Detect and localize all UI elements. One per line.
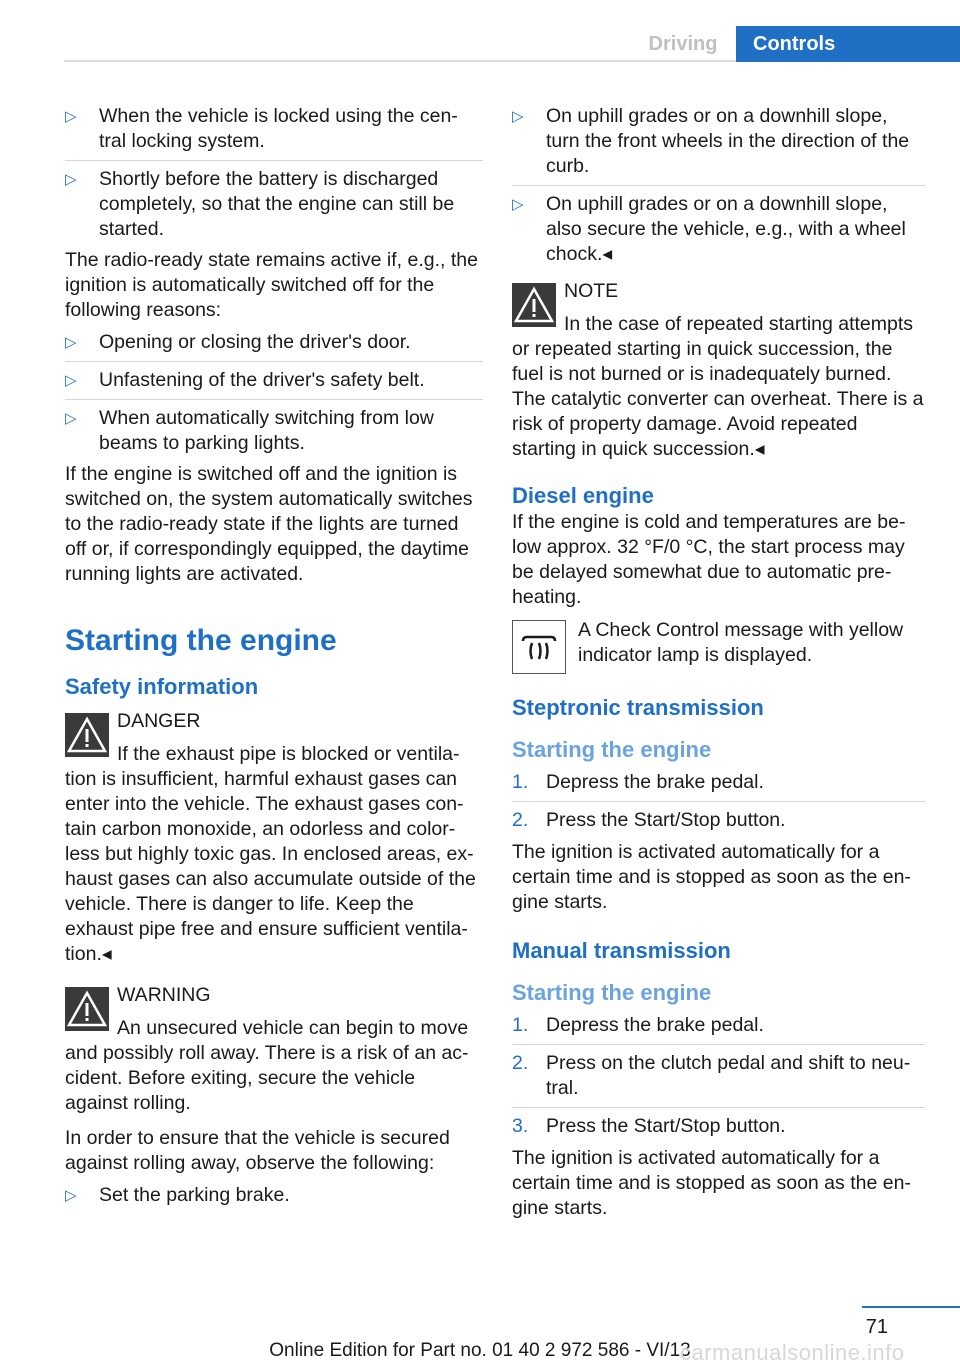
section-title: Starting the engine <box>65 624 337 657</box>
footer-rule <box>862 1306 960 1308</box>
danger-notice <box>65 709 483 967</box>
subsubsection-title: Starting the engine <box>512 737 712 762</box>
paragraph: If the engine is switched off and the ignition is switched on, the system automatically switches to the radio-ready state if the lights are turned off or, if correspondingly equipped, the daytime running lights are activated. <box>65 463 473 585</box>
list-item: ▷ Opening or closing the driver's door. <box>65 330 483 362</box>
triangle-bullet-icon: ▷ <box>65 410 77 427</box>
paragraph: If the engine is cold and temperatures are be-low approx. 32 °F/0 °C, the start process may be delayed somewhat due to automatic pre-heating. <box>512 511 906 608</box>
warning-triangle-icon <box>65 713 109 757</box>
header-tab-controls[interactable]: Controls <box>736 26 960 62</box>
numbered-step: 2. Press on the clutch pedal and shift to neu-tral. <box>512 1051 925 1108</box>
warning-triangle-icon <box>65 987 109 1031</box>
danger-heading: DANGER <box>117 710 201 732</box>
warning-notice <box>65 983 483 1116</box>
preheat-lamp-icon <box>512 620 566 674</box>
header-tab-driving[interactable]: Driving <box>648 33 718 55</box>
list-item: ▷ On uphill grades or on a downhill slope, turn the front wheels in the direction of the curb. <box>512 104 925 186</box>
danger-text: If the exhaust pipe is blocked or ventila-tion is insufficient, harmful exhaust gases can enter into the vehicle. The exhaust gases con-tain carbon monoxide, an odorless and color-less but highly toxic gas. In enclosed areas, ex-haust gases can also accumulate outside of the vehicle. There is danger to life. Keep the exhaust pipe free and ensure sufficient ventila-tion.◂ <box>65 743 476 965</box>
triangle-bullet-icon: ▷ <box>65 108 77 125</box>
page-number: 71 <box>865 1316 888 1338</box>
numbered-step: 3. Press the Start/Stop button. <box>512 1115 786 1137</box>
list-item: ▷ Set the parking brake. <box>65 1184 290 1206</box>
paragraph: In order to ensure that the vehicle is secured against rolling away, observe the following: <box>65 1127 450 1174</box>
numbered-step: 1. Depress the brake pedal. <box>512 770 925 802</box>
paragraph: The radio-ready state remains active if, e.g., the ignition is automatically switched off for the following reasons: <box>65 249 478 321</box>
right-column <box>512 104 925 1228</box>
triangle-bullet-icon: ▷ <box>65 1187 77 1204</box>
note-notice <box>512 279 925 462</box>
list-item: ▷ Shortly before the battery is discharged completely, so that the engine can still be started. <box>65 168 455 240</box>
subsection-title: Manual transmission <box>512 938 731 963</box>
numbered-step: 1. Depress the brake pedal. <box>512 1013 925 1045</box>
list-item: ▷ Unfastening of the driver's safety belt. <box>65 368 483 400</box>
watermark: carmanualsonline.info <box>680 1340 905 1365</box>
subsection-title: Safety information <box>65 674 259 699</box>
triangle-bullet-icon: ▷ <box>512 108 524 125</box>
list-item: ▷ When the vehicle is locked using the cen-tral locking system. <box>65 104 483 161</box>
subsection-title: Diesel engine <box>512 483 654 508</box>
triangle-bullet-icon: ▷ <box>512 196 524 213</box>
subsection-title: Steptronic transmission <box>512 695 764 720</box>
indicator-lamp-block <box>512 618 925 672</box>
warning-triangle-icon <box>512 283 556 327</box>
edition-line: Online Edition for Part no. 01 40 2 972 586 - VI/13 <box>269 1340 691 1361</box>
paragraph: The ignition is activated automatically for a certain time and is stopped as soon as the en-gine starts. <box>512 1147 911 1219</box>
left-column <box>65 104 483 1208</box>
triangle-bullet-icon: ▷ <box>65 334 77 351</box>
paragraph: The ignition is activated automatically for a certain time and is stopped as soon as the en-gine starts. <box>512 841 911 913</box>
note-text: In the case of repeated starting attempts or repeated starting in quick succession, the fuel is not burned or is inadequately burned. The catalytic converter can overheat. There is a risk of property damage. Avoid repeated starting in quick succession.◂ <box>512 313 924 460</box>
note-heading: NOTE <box>564 280 619 302</box>
lamp-text: A Check Control message with yellow indicator lamp is displayed. <box>578 619 904 666</box>
subsubsection-title: Starting the engine <box>512 980 712 1005</box>
warning-heading: WARNING <box>117 984 211 1006</box>
triangle-bullet-icon: ▷ <box>65 171 77 188</box>
list-item: ▷ On uphill grades or on a downhill slope, also secure the vehicle, e.g., with a wheel chock.◂ <box>512 193 906 265</box>
numbered-step: 2. Press the Start/Stop button. <box>512 809 786 831</box>
triangle-bullet-icon: ▷ <box>65 372 77 389</box>
warning-text: An unsecured vehicle can begin to move and possibly roll away. There is a risk of an ac-cident. Before exiting, secure the vehicle against rolling. <box>65 1017 469 1114</box>
list-item: ▷ When automatically switching from low beams to parking lights. <box>65 407 434 454</box>
